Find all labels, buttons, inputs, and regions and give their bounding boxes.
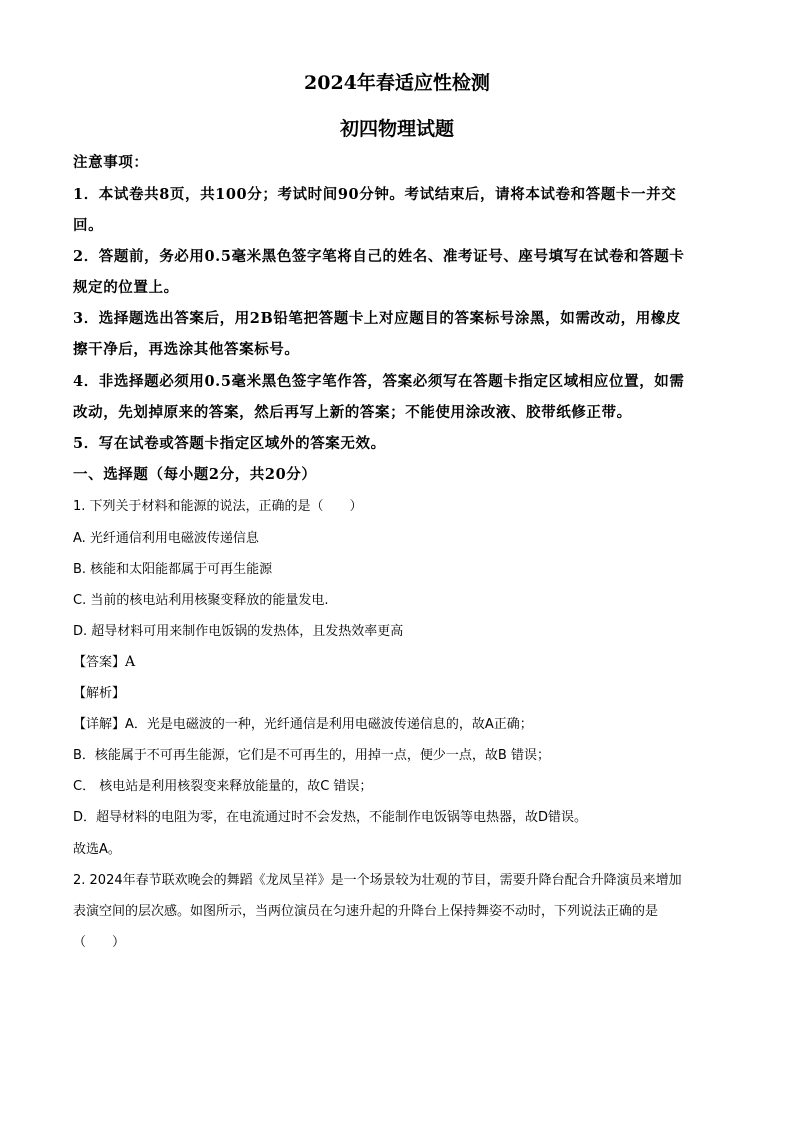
conclusion-line: 故选A。 bbox=[73, 842, 121, 857]
note-line: 5．写在试卷或答题卡指定区域外的答案无效。 bbox=[73, 435, 386, 452]
note-line: 擦干净后，再选涂其他答案标号。 bbox=[73, 341, 300, 358]
note-line: 改动，先划掉原来的答案，然后再写上新的答案；不能使用涂改液、胶带纸修正带。 bbox=[73, 404, 632, 421]
question-stem: 1. 下列关于材料和能源的说法，正确的是（ ） bbox=[73, 499, 363, 514]
option-d: D. 超导材料可用来制作电饭锅的发热体，且发热效率更高 bbox=[73, 624, 404, 639]
detail-line: D．超导材料的电阻为零，在电流通过时不会发热，不能制作电饭锅等电热器，故D错误。 bbox=[73, 810, 588, 825]
note-line: 回。 bbox=[73, 217, 104, 234]
exam-subtitle: 初四物理试题 bbox=[339, 118, 454, 140]
detail-line bbox=[73, 713, 533, 733]
note-line: 1．本试卷共8页，共100分；考试时间90分钟。考试结束后，请将本试卷和答题卡一并交 bbox=[73, 186, 677, 203]
note-line: 规定的位置上。 bbox=[73, 279, 179, 296]
question-stem: 2. 2024年春节联欢晚会的舞蹈《龙凤呈祥》是一个场景较为壮观的节目，需要升降台配合升降演员来增加 bbox=[73, 873, 682, 888]
note-line: 3．选择题选出答案后，用2B铅笔把答题卡上对应题目的答案标号涂黑，如需改动，用橡皮 bbox=[73, 310, 682, 327]
answer-line bbox=[73, 651, 135, 671]
notes-heading: 注意事项： bbox=[73, 154, 149, 171]
detail-line: B．核能属于不可再生能源，它们是不可再生的，用掉一点，便少一点，故B 错误； bbox=[73, 748, 550, 763]
detail-tag: 【详解】 bbox=[73, 717, 126, 732]
option-b: B. 核能和太阳能都属于可再生能源 bbox=[73, 562, 273, 577]
option-a: A. 光纤通信利用电磁波传递信息 bbox=[73, 531, 259, 546]
option-c: C. 当前的核电站利用核聚变释放的能量发电. bbox=[73, 593, 329, 608]
question-stem: （ ） bbox=[73, 935, 126, 950]
note-line: 4．非选择题必须用0.5毫米黑色签字笔作答，答案必须写在答题卡指定区域相应位置，如需 bbox=[73, 373, 685, 390]
note-line: 2．答题前，务必用0.5毫米黑色签字笔将自己的姓名、准考证号、座号填写在试卷和答题卡 bbox=[73, 248, 685, 265]
section-heading: 一、选择题（每小题2分，共20分） bbox=[73, 466, 317, 483]
exam-title: 2024年春适应性检测 bbox=[304, 72, 490, 94]
answer-value: A bbox=[125, 654, 136, 670]
detail-text: A．光是电磁波的一种，光纤通信是利用电磁波传递信息的，故A正确； bbox=[125, 717, 533, 732]
answer-tag: 【答案】 bbox=[73, 655, 126, 670]
detail-line: C． 核电站是利用核裂变来释放能量的，故C 错误； bbox=[73, 779, 373, 794]
analysis-tag: 【解析】 bbox=[73, 686, 126, 701]
question-stem: 表演空间的层次感。如图所示，当两位演员在匀速升起的升降台上保持舞姿不动时，下列说法正确的是 bbox=[73, 904, 659, 919]
